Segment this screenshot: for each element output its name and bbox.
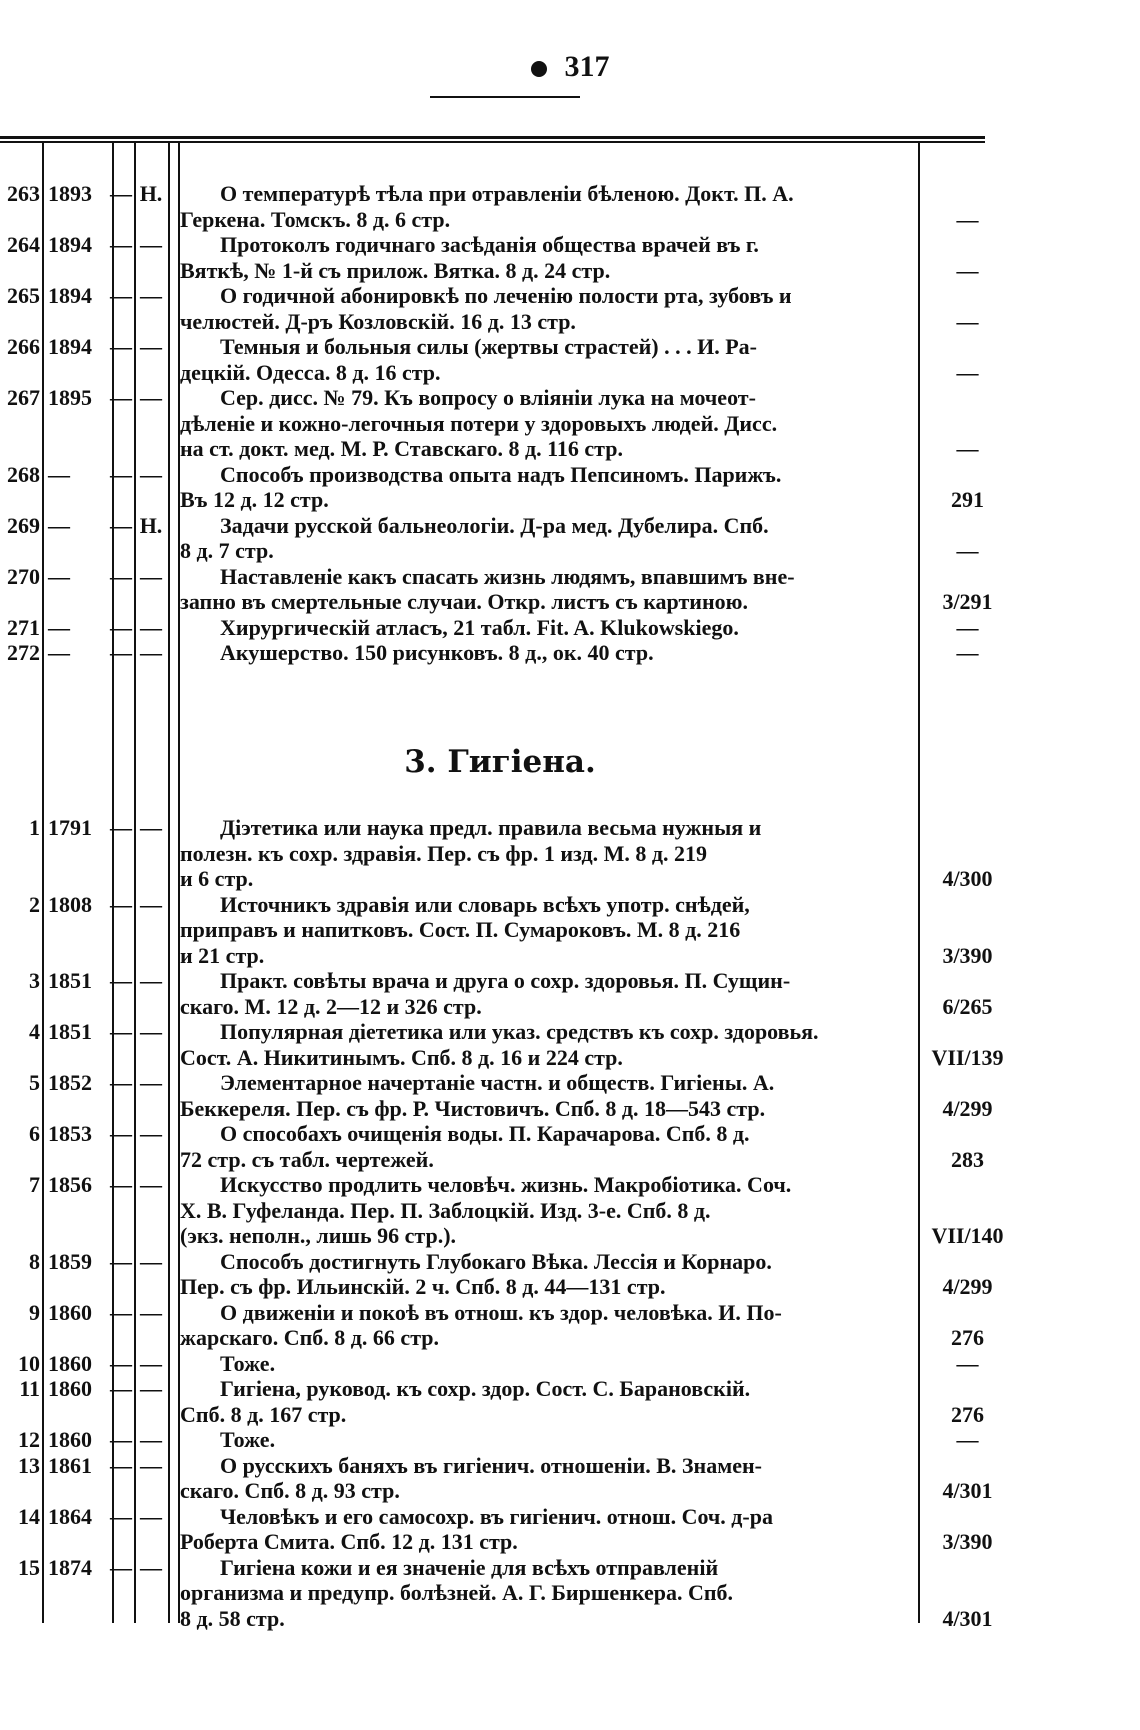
entry-text: Гигіена кожи и ея значеніе для всѣхъ отправленій	[220, 1554, 719, 1580]
entry-text: на ст. докт. мед. М. Р. Ставскаго. 8 д. 116 стр.	[180, 436, 623, 461]
entry-line	[0, 1453, 1000, 1478]
entry-reference: —	[956, 436, 979, 461]
entry-year: —	[48, 461, 70, 487]
entry-text: 8 д. 58 стр.	[180, 1605, 285, 1631]
entry-number: 13	[18, 1452, 40, 1478]
entry-mark: —	[140, 1452, 162, 1478]
entry-text: Діэтетика или наука предл. правила весьма нужныя и	[220, 815, 762, 840]
entry-number: 4	[29, 1019, 40, 1044]
section-title: 3. Гигіена.	[404, 744, 596, 780]
entry-year: 1853	[48, 1121, 92, 1146]
entry-dash: —	[110, 334, 132, 359]
page-number	[0, 50, 1140, 84]
entry-mark: —	[140, 334, 162, 359]
entry-mark: —	[140, 1350, 162, 1376]
entry-text: (экз. неполн., лишь 96 стр.).	[180, 1223, 457, 1248]
entry-number: 14	[18, 1503, 40, 1529]
entry-text: Практ. совѣты врача и друга о сохр. здоровья. П. Сущин-	[220, 968, 791, 993]
entry-text: О движеніи и покоѣ въ отнош. къ здор. человѣка. И. По-	[220, 1299, 782, 1325]
entry-line	[0, 1555, 1000, 1580]
entry-reference: —	[956, 538, 979, 563]
entry-dash: —	[110, 640, 132, 665]
entry-text: приправъ и напитковъ. Сост. П. Сумароковъ. М. 8 д. 216	[180, 917, 741, 942]
entry-line	[0, 1402, 1000, 1427]
entry-year: —	[48, 640, 70, 665]
entry-number: 266	[7, 334, 40, 359]
entry-year: 1856	[48, 1172, 92, 1197]
entry-reference: —	[956, 640, 979, 665]
entry-text: жарскаго. Спб. 8 д. 66 стр.	[180, 1325, 440, 1350]
entry-mark: —	[140, 640, 162, 665]
entry-text: 72 стр. съ табл. чертежей.	[180, 1146, 434, 1172]
entry-number: 5	[29, 1070, 40, 1095]
entry-line	[0, 487, 1000, 512]
entry-reference: VII/139	[931, 1044, 1004, 1070]
entry-year: 1860	[48, 1376, 92, 1401]
entry-text: скаго. Спб. 8 д. 93 стр.	[180, 1478, 400, 1503]
entry-reference: —	[956, 257, 979, 283]
entry-dash: —	[110, 1376, 132, 1401]
entry-mark: —	[140, 968, 162, 993]
entry-number: 2	[29, 891, 40, 917]
entry-text: Способъ достигнуть Глубокаго Вѣка. Лессія и Корнаро.	[220, 1248, 772, 1274]
entry-mark: —	[140, 891, 162, 917]
entry-mark: —	[140, 1554, 162, 1580]
entry-text: Акушерство. 150 рисунковъ. 8 д., ок. 40 стр.	[220, 640, 654, 665]
entry-line	[0, 866, 1000, 891]
entry-text: Роберта Смита. Спб. 12 д. 131 стр.	[180, 1529, 518, 1554]
entry-line	[0, 564, 1000, 589]
entry-year: 1852	[48, 1070, 92, 1095]
entry-year: —	[48, 512, 70, 538]
entry-dash: —	[110, 968, 132, 993]
entry-reference: VII/140	[931, 1223, 1004, 1248]
entry-line	[0, 1580, 1000, 1605]
entry-line	[0, 615, 1000, 640]
entry-year: 1864	[48, 1503, 92, 1529]
entry-mark: —	[140, 1427, 162, 1452]
entry-text: Задачи русской бальнеологіи. Д-ра мед. Дубелира. Спб.	[220, 512, 769, 538]
entry-number: 11	[19, 1376, 40, 1401]
entry-dash: —	[110, 1299, 132, 1325]
entry-dash: —	[110, 1503, 132, 1529]
entry-year: 1851	[48, 968, 92, 993]
entry-dash: —	[110, 891, 132, 917]
entry-text: Протоколъ годичнаго засѣданія общества врачей въ г.	[220, 232, 759, 257]
entry-line	[0, 1019, 1000, 1044]
entry-reference: 6/265	[942, 993, 993, 1019]
entry-dash: —	[110, 1427, 132, 1452]
entry-number: 270	[7, 563, 40, 589]
entry-line	[0, 1274, 1000, 1299]
entry-text: скаго. М. 12 д. 2—12 и 326 стр.	[180, 993, 482, 1019]
entry-year: 1874	[48, 1554, 92, 1580]
entry-year: 1894	[48, 283, 92, 308]
page-number-text: 317	[564, 50, 610, 83]
entry-reference: —	[956, 614, 979, 640]
entry-dash: —	[110, 1019, 132, 1044]
entry-line	[0, 1325, 1000, 1350]
entry-line	[0, 1121, 1000, 1146]
header-rule	[0, 136, 985, 139]
entry-line	[0, 1300, 1000, 1325]
entry-line	[0, 181, 1000, 206]
entry-dash: —	[110, 1172, 132, 1197]
entry-mark: Н.	[139, 181, 163, 206]
entry-text: Наставленіе какъ спасать жизнь людямъ, впавшимъ вне-	[220, 563, 795, 589]
entry-text: О способахъ очищенія воды. П. Карачарова. Спб. 8 д.	[220, 1121, 750, 1146]
entry-line	[0, 1529, 1000, 1554]
entry-text: децкій. Одесса. 8 д. 16 стр.	[180, 359, 441, 385]
entry-dash: —	[110, 181, 132, 206]
entry-text: Сост. А. Никитинымъ. Спб. 8 д. 16 и 224 стр.	[180, 1044, 623, 1070]
entry-line	[0, 1070, 1000, 1095]
header-rule-thin	[0, 141, 985, 143]
entry-reference: 4/300	[942, 866, 993, 891]
entry-line	[0, 917, 1000, 942]
entry-dash: —	[110, 1350, 132, 1376]
entry-dash: —	[110, 1248, 132, 1274]
entry-mark: —	[140, 1248, 162, 1274]
entry-number: 12	[18, 1427, 40, 1452]
entry-text: Геркена. Томскъ. 8 д. 6 стр.	[180, 206, 451, 232]
entry-number: 6	[29, 1121, 40, 1146]
entry-line	[0, 232, 1000, 257]
entry-text: Пер. съ фр. Ильинскій. 2 ч. Спб. 8 д. 44—131 стр.	[180, 1274, 666, 1299]
entry-year: 1894	[48, 232, 92, 257]
entry-number: 264	[7, 232, 40, 257]
entry-number: 268	[7, 461, 40, 487]
entry-reference: 276	[951, 1325, 984, 1350]
entry-year: 1860	[48, 1299, 92, 1325]
entry-line	[0, 1198, 1000, 1223]
entry-text: Человѣкъ и его самосохр. въ гигіенич. отнош. Соч. д-ра	[220, 1503, 773, 1529]
entry-mark: —	[140, 1070, 162, 1095]
entry-line	[0, 968, 1000, 993]
entry-reference: 3/390	[942, 942, 993, 968]
entry-mark: —	[140, 614, 162, 640]
entry-reference: —	[956, 359, 979, 385]
entry-number: 269	[7, 512, 40, 538]
entry-year: 1860	[48, 1350, 92, 1376]
entry-text: Спб. 8 д. 167 стр.	[180, 1401, 347, 1427]
entry-reference: 276	[951, 1401, 984, 1427]
entry-line	[0, 994, 1000, 1019]
entry-year: 1893	[48, 181, 92, 206]
entry-number: 15	[18, 1554, 40, 1580]
bullet-icon	[531, 61, 547, 77]
entry-line	[0, 462, 1000, 487]
entry-line	[0, 1172, 1000, 1197]
entry-text: и 21 стр.	[180, 942, 265, 968]
entry-year: 1808	[48, 891, 92, 917]
entry-line	[0, 943, 1000, 968]
entry-reference: —	[956, 206, 979, 232]
entry-text: О годичной абонировкѣ по леченію полости рта, зубовъ и	[220, 283, 792, 308]
entry-dash: —	[110, 385, 132, 410]
entry-line	[0, 589, 1000, 614]
entry-text: Темныя и больныя силы (жертвы страстей) . . . И. Ра-	[220, 334, 757, 359]
entry-text: О русскихъ баняхъ въ гигіенич. отношеніи. В. Знамен-	[220, 1452, 762, 1478]
entry-text: Сер. дисс. № 79. Къ вопросу о вліяніи лука на мочеот-	[220, 385, 756, 410]
entry-year: 1895	[48, 385, 92, 410]
entry-text: 8 д. 7 стр.	[180, 538, 274, 563]
entry-reference: 3/291	[942, 589, 993, 614]
entry-line	[0, 207, 1000, 232]
entry-mark: —	[140, 461, 162, 487]
entry-year: —	[48, 614, 70, 640]
entry-mark: —	[140, 1172, 162, 1197]
entry-line	[0, 538, 1000, 563]
entry-dash: —	[110, 563, 132, 589]
entry-line	[0, 258, 1000, 283]
entry-dash: —	[110, 461, 132, 487]
entry-mark: —	[140, 1299, 162, 1325]
entry-line	[0, 892, 1000, 917]
entry-line	[0, 1249, 1000, 1274]
entry-line	[0, 640, 1000, 665]
entry-number: 10	[18, 1350, 40, 1376]
entry-line	[0, 309, 1000, 334]
page-number-rule	[430, 96, 580, 98]
entry-mark: —	[140, 815, 162, 840]
entry-number: 271	[7, 614, 40, 640]
entry-line	[0, 436, 1000, 461]
entry-text: и 6 стр.	[180, 866, 254, 891]
entry-text: Искусство продлить человѣч. жизнь. Макробіотика. Соч.	[220, 1172, 792, 1197]
entry-line	[0, 360, 1000, 385]
entry-line	[0, 1223, 1004, 1248]
entry-text: Въ 12 д. 12 стр.	[180, 487, 329, 512]
entry-year: —	[48, 563, 70, 589]
entry-number: 1	[29, 815, 40, 840]
entry-line	[0, 411, 1000, 436]
entry-reference: —	[956, 308, 979, 334]
entry-dash: —	[110, 283, 132, 308]
entry-number: 263	[7, 181, 40, 206]
entry-reference: —	[956, 1427, 979, 1452]
entry-text: Беккереля. Пер. съ фр. Р. Чистовичъ. Спб. 8 д. 18—543 стр.	[180, 1095, 766, 1121]
entry-line	[0, 1044, 1004, 1070]
entry-text: дѣленіе и кожно-легочныя потери у здоровыхъ людей. Дисс.	[180, 410, 778, 436]
entry-line	[0, 1427, 1000, 1452]
entry-text: Вяткѣ, № 1-й съ прилож. Вятка. 8 д. 24 стр.	[180, 257, 611, 283]
entry-line	[0, 334, 1000, 359]
entry-number: 9	[29, 1299, 40, 1325]
entry-number: 3	[29, 968, 40, 993]
entry-year: 1861	[48, 1452, 92, 1478]
entry-dash: —	[110, 1554, 132, 1580]
entry-reference: —	[956, 1350, 979, 1376]
entry-number: 272	[7, 640, 40, 665]
entry-year: 1859	[48, 1248, 92, 1274]
entry-reference: 3/390	[942, 1529, 993, 1554]
entry-number: 8	[29, 1248, 40, 1274]
entry-text: Тоже.	[220, 1427, 276, 1452]
entry-reference: 4/301	[942, 1478, 993, 1503]
entry-text: Гигіена, руковод. къ сохр. здор. Сост. С. Барановскій.	[220, 1376, 751, 1401]
entry-year: 1851	[48, 1019, 92, 1044]
entry-mark: —	[140, 1019, 162, 1044]
entry-text: организма и предупр. болѣзней. А. Г. Биршенкера. Спб.	[180, 1580, 734, 1605]
entry-mark: —	[140, 283, 162, 308]
entry-text: О температурѣ тѣла при отравленіи бѣленою. Докт. П. А.	[220, 181, 794, 206]
entry-dash: —	[110, 1121, 132, 1146]
entry-dash: —	[110, 614, 132, 640]
entry-dash: —	[110, 815, 132, 840]
entry-reference: 4/299	[942, 1095, 993, 1121]
entry-mark: —	[140, 563, 162, 589]
entry-text: Источникъ здравія или словарь всѣхъ употр. снѣдей,	[220, 891, 750, 917]
entry-year: 1860	[48, 1427, 92, 1452]
entry-reference: 291	[951, 487, 984, 512]
entry-text: полезн. къ сохр. здравія. Пер. съ фр. 1 изд. М. 8 д. 219	[180, 840, 707, 866]
entry-reference: 4/299	[942, 1274, 993, 1299]
entry-dash: —	[110, 232, 132, 257]
entry-text: челюстей. Д-ръ Козловскій. 16 д. 13 стр.	[180, 308, 576, 334]
entry-reference: 283	[951, 1146, 984, 1172]
entry-text: Тоже.	[220, 1350, 276, 1376]
entry-mark: —	[140, 232, 162, 257]
entry-line	[0, 1478, 1000, 1503]
entry-line	[0, 283, 1000, 308]
entry-number: 7	[29, 1172, 40, 1197]
entry-dash: —	[110, 1070, 132, 1095]
entry-reference: 4/301	[942, 1605, 993, 1631]
entry-line	[0, 1606, 1000, 1631]
entry-text: Способъ производства опыта надъ Пепсиномъ. Парижъ.	[220, 461, 782, 487]
entry-text: запно въ смертельные случаи. Откр. листъ съ картиною.	[180, 589, 748, 614]
entry-text: Хирургическій атласъ, 21 табл. Fit. A. Klukowskiego.	[220, 614, 739, 640]
entry-number: 267	[7, 385, 40, 410]
entry-line	[0, 513, 1000, 538]
entry-mark: —	[140, 1376, 162, 1401]
entry-line	[0, 1147, 1000, 1172]
entry-line	[0, 841, 1000, 866]
entry-dash: —	[110, 512, 132, 538]
entry-dash: —	[110, 1452, 132, 1478]
entry-line	[0, 1504, 1000, 1529]
entry-number: 265	[7, 283, 40, 308]
entry-text: Элементарное начертаніе частн. и обществ. Гигіены. А.	[220, 1070, 775, 1095]
entry-line	[0, 385, 1000, 410]
entry-text: Популярная діететика или указ. средствъ къ сохр. здоровья.	[220, 1019, 819, 1044]
entry-line	[0, 815, 1000, 840]
entry-line	[0, 1351, 1000, 1376]
entry-mark: —	[140, 1121, 162, 1146]
entry-text: Х. В. Гуфеланда. Пер. П. Заблоцкій. Изд. 3-е. Спб. 8 д.	[180, 1197, 711, 1223]
entry-year: 1894	[48, 334, 92, 359]
entry-line	[0, 1376, 1000, 1401]
entry-year: 1791	[48, 815, 92, 840]
entry-line	[0, 1096, 1000, 1121]
entry-mark: —	[140, 385, 162, 410]
entry-mark: Н.	[139, 512, 163, 538]
entry-mark: —	[140, 1503, 162, 1529]
